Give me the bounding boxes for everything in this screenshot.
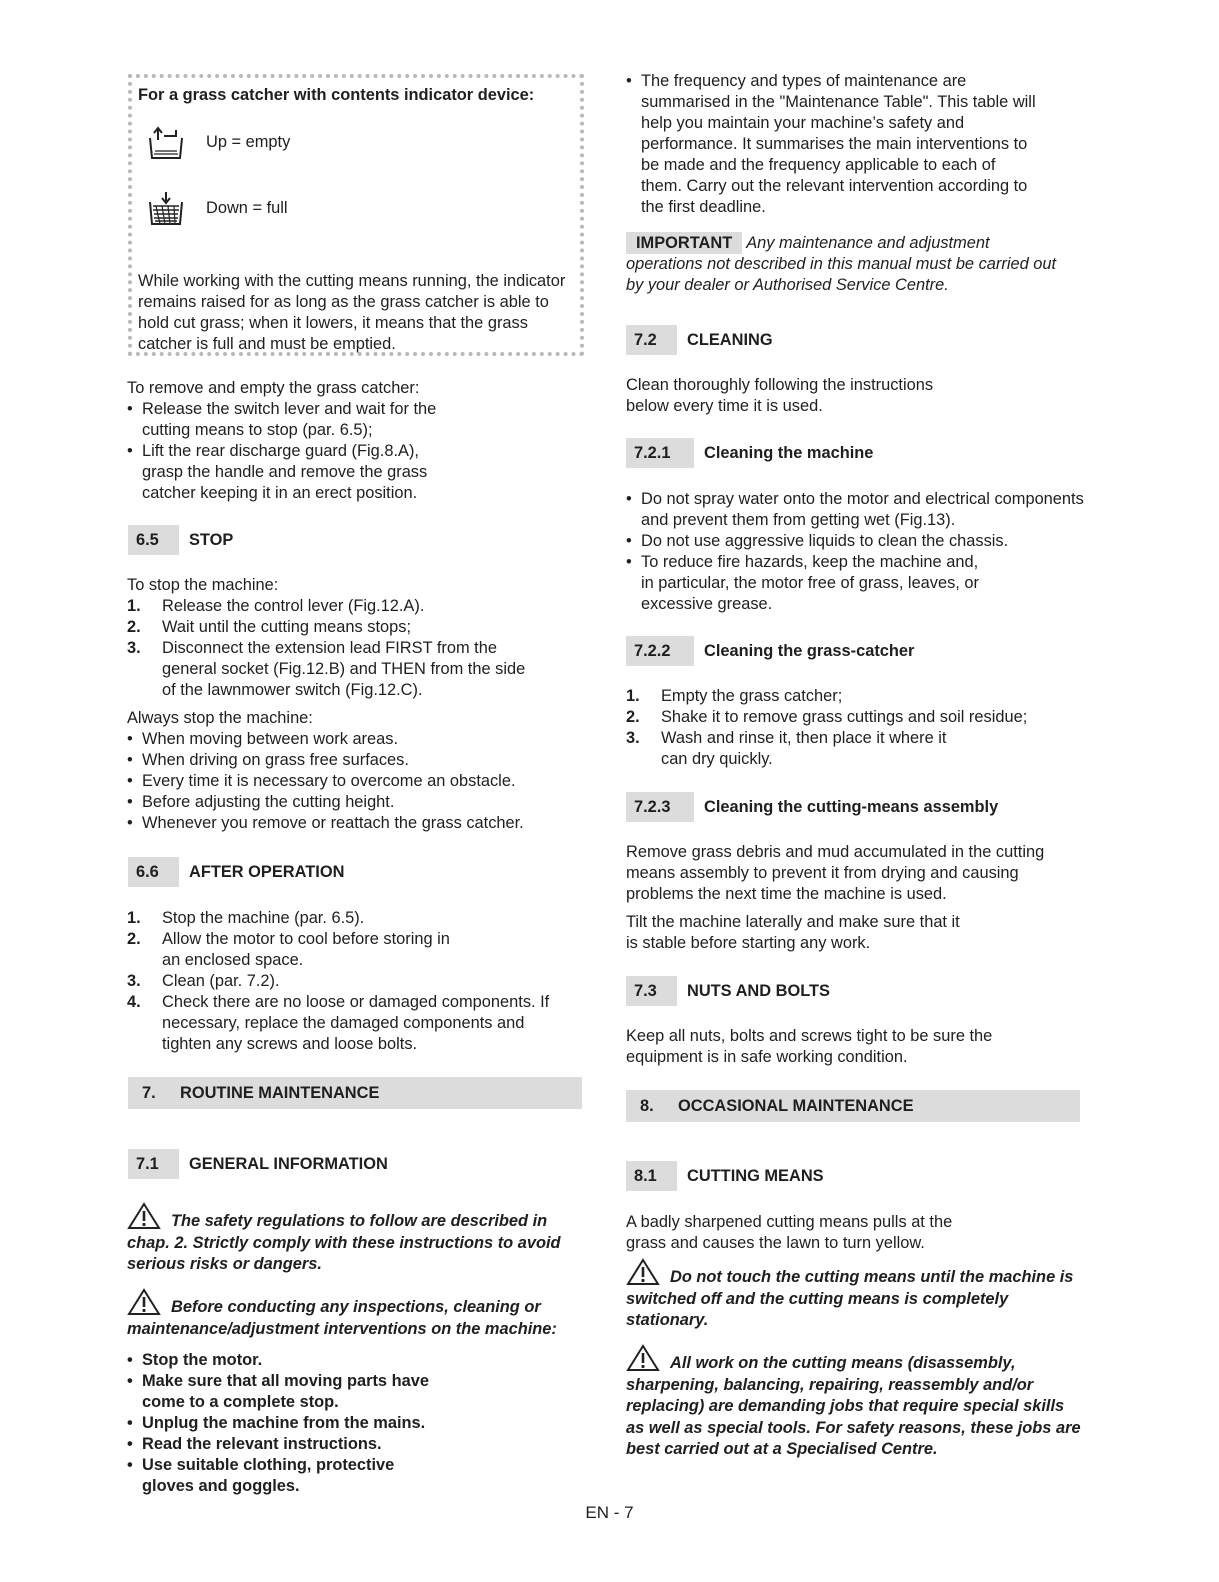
safety-warning-2: Before conducting any inspections, cleaning or maintenance/adjustment interventions on the machine: bbox=[127, 1288, 583, 1340]
stop-intro: To stop the machine: bbox=[127, 576, 279, 594]
cleaning-text: Clean thoroughly following the instructions below every time it is used. bbox=[626, 376, 934, 415]
chapter-number: 8. bbox=[640, 1096, 654, 1115]
list-item: • Lift the rear discharge guard (Fig.8.A), grasp the handle and remove the grass catcher keeping it in an erect position. bbox=[127, 441, 457, 504]
section-title: NUTS AND BOLTS bbox=[687, 981, 830, 1000]
section-title: GENERAL INFORMATION bbox=[189, 1154, 388, 1173]
section-7-2-2-header bbox=[626, 636, 914, 666]
grass-catcher-indicator-box bbox=[128, 74, 584, 356]
section-title: Cleaning the grass-catcher bbox=[704, 641, 915, 660]
cutting-warning-1: Do not touch the cutting means until the machine is switched off and the cutting means is completely stationary. bbox=[626, 1258, 1082, 1332]
section-7-3-header bbox=[626, 976, 830, 1006]
section-number: 6.6 bbox=[128, 857, 179, 887]
list-item: • Whenever you remove or reattach the grass catcher. bbox=[127, 813, 567, 834]
list-item: • Unplug the machine from the mains. bbox=[127, 1413, 467, 1434]
list-item: 3. Wash and rinse it, then place it where it can dry quickly. bbox=[626, 729, 947, 768]
section-number: 6.5 bbox=[128, 525, 179, 555]
section-6-5-header bbox=[128, 525, 233, 555]
section-number: 7.2.1 bbox=[626, 438, 694, 468]
list-item: 1. Empty the grass catcher; bbox=[626, 687, 843, 705]
list-item: • Do not spray water onto the motor and electrical components and prevent them from getting wet (Fig.13). bbox=[626, 489, 1086, 531]
cutting-warning-2: All work on the cutting means (disassembly, sharpening, balancing, repairing, reassembly and/or replacing) are demanding jobs that require special skills as well as special tools. For safety reasons, these jobs are best carried out at a Specialised Centre. bbox=[626, 1344, 1082, 1461]
list-item: • Use suitable clothing, protective gloves and goggles. bbox=[127, 1455, 432, 1497]
list-item: • Read the relevant instructions. bbox=[127, 1434, 467, 1455]
section-title: Cleaning the machine bbox=[704, 443, 874, 462]
chapter-7-header bbox=[128, 1077, 582, 1109]
catcher-up-icon bbox=[146, 124, 186, 162]
cutting-means-text: A badly sharpened cutting means pulls at the grass and causes the lawn to turn yellow. bbox=[626, 1213, 953, 1252]
section-number: 7.1 bbox=[128, 1149, 179, 1179]
warning-triangle-icon bbox=[626, 1344, 660, 1372]
list-item: • Release the switch lever and wait for the cutting means to stop (par. 6.5); bbox=[127, 399, 457, 441]
down-full-label: Down = full bbox=[206, 199, 288, 217]
page-number: EN - 7 bbox=[585, 1503, 634, 1522]
list-item: 2. Wait until the cutting means stops; bbox=[127, 618, 412, 636]
list-item: 1. Release the control lever (Fig.12.A). bbox=[127, 597, 425, 615]
section-number: 8.1 bbox=[626, 1161, 677, 1191]
indicator-box-title: For a grass catcher with contents indicator device: bbox=[138, 86, 535, 104]
section-7-2-3-header bbox=[626, 792, 998, 822]
section-7-2-1-header bbox=[626, 438, 873, 468]
list-item: • When moving between work areas. bbox=[127, 729, 567, 750]
list-item: 2. Shake it to remove grass cuttings and soil residue; bbox=[626, 708, 1028, 726]
cutting-assembly-text-1: Remove grass debris and mud accumulated in the cutting means assembly to prevent it from drying and causing problems the next time the machine is used. bbox=[626, 843, 1045, 903]
chapter-8-header bbox=[626, 1090, 1080, 1122]
section-number: 7.2 bbox=[626, 325, 677, 355]
section-title: Cleaning the cutting-means assembly bbox=[704, 797, 999, 816]
chapter-number: 7. bbox=[142, 1083, 156, 1102]
list-item: • Make sure that all moving parts have come to a complete stop. bbox=[127, 1371, 467, 1413]
catcher-down-icon bbox=[146, 190, 186, 228]
section-number: 7.2.2 bbox=[626, 636, 694, 666]
section-number: 7.2.3 bbox=[626, 792, 694, 822]
section-7-1-header bbox=[128, 1149, 388, 1179]
section-title: AFTER OPERATION bbox=[189, 862, 345, 881]
list-item: 3. Clean (par. 7.2). bbox=[127, 972, 280, 990]
list-item: 3. Disconnect the extension lead FIRST from the general socket (Fig.12.B) and THEN from the side of the lawnmower switch (Fig.12.C). bbox=[127, 639, 526, 699]
section-number: 7.3 bbox=[626, 976, 677, 1006]
section-8-1-header bbox=[626, 1161, 824, 1191]
safety-warning-1: The safety regulations to follow are described in chap. 2. Strictly comply with these instructions to avoid serious risks or dangers. bbox=[127, 1202, 583, 1276]
warning-triangle-icon bbox=[127, 1202, 161, 1230]
list-item: • To reduce fire hazards, keep the machine and, in particular, the motor free of grass, leaves, or excessive grease. bbox=[626, 552, 981, 615]
list-item: • The frequency and types of maintenance are summarised in the "Maintenance Table". This table will help you maintain your machine’s safety and performance. It summarises the main interventions to be made and the frequency applicable to each of them. Carry out the relevant intervention according to the first deadline. bbox=[626, 71, 1036, 218]
section-7-2-header bbox=[626, 325, 773, 355]
section-6-6-header bbox=[128, 857, 344, 887]
section-title: CLEANING bbox=[687, 330, 773, 349]
chapter-title: ROUTINE MAINTENANCE bbox=[180, 1083, 380, 1102]
important-tag: IMPORTANT bbox=[626, 232, 742, 254]
list-item: • When driving on grass free surfaces. bbox=[127, 750, 567, 771]
always-stop-intro: Always stop the machine: bbox=[127, 709, 313, 727]
section-title: CUTTING MEANS bbox=[687, 1166, 824, 1185]
list-item: 2. Allow the motor to cool before storing in an enclosed space. bbox=[127, 930, 450, 969]
up-empty-label: Up = empty bbox=[206, 133, 291, 151]
list-item: • Stop the motor. bbox=[127, 1350, 467, 1371]
list-item: • Do not use aggressive liquids to clean the chassis. bbox=[626, 531, 1086, 552]
important-note: IMPORTANT Any maintenance and adjustment operations not described in this manual must be carried out by your dealer or Authorised Service Centre. bbox=[626, 234, 1057, 294]
section-title: STOP bbox=[189, 530, 234, 549]
list-item: • Every time it is necessary to overcome an obstacle. bbox=[127, 771, 567, 792]
chapter-title: OCCASIONAL MAINTENANCE bbox=[678, 1096, 914, 1115]
nuts-bolts-text: Keep all nuts, bolts and screws tight to be sure the equipment is in safe working condition. bbox=[626, 1027, 993, 1066]
list-item: 1. Stop the machine (par. 6.5). bbox=[127, 909, 365, 927]
remove-intro: To remove and empty the grass catcher: bbox=[127, 379, 420, 397]
warning-triangle-icon bbox=[127, 1288, 161, 1316]
warning-triangle-icon bbox=[626, 1258, 660, 1286]
list-item: 4. Check there are no loose or damaged components. If necessary, replace the damaged components and tighten any screws and loose bolts. bbox=[127, 993, 550, 1053]
indicator-explanation: While working with the cutting means running, the indicator remains raised for as long as the grass catcher is able to hold cut grass; when it lowers, it means that the grass catcher is full and must be emptied. bbox=[138, 272, 566, 353]
list-item: • Before adjusting the cutting height. bbox=[127, 792, 567, 813]
cutting-assembly-text-2: Tilt the machine laterally and make sure that it is stable before starting any work. bbox=[626, 913, 960, 952]
